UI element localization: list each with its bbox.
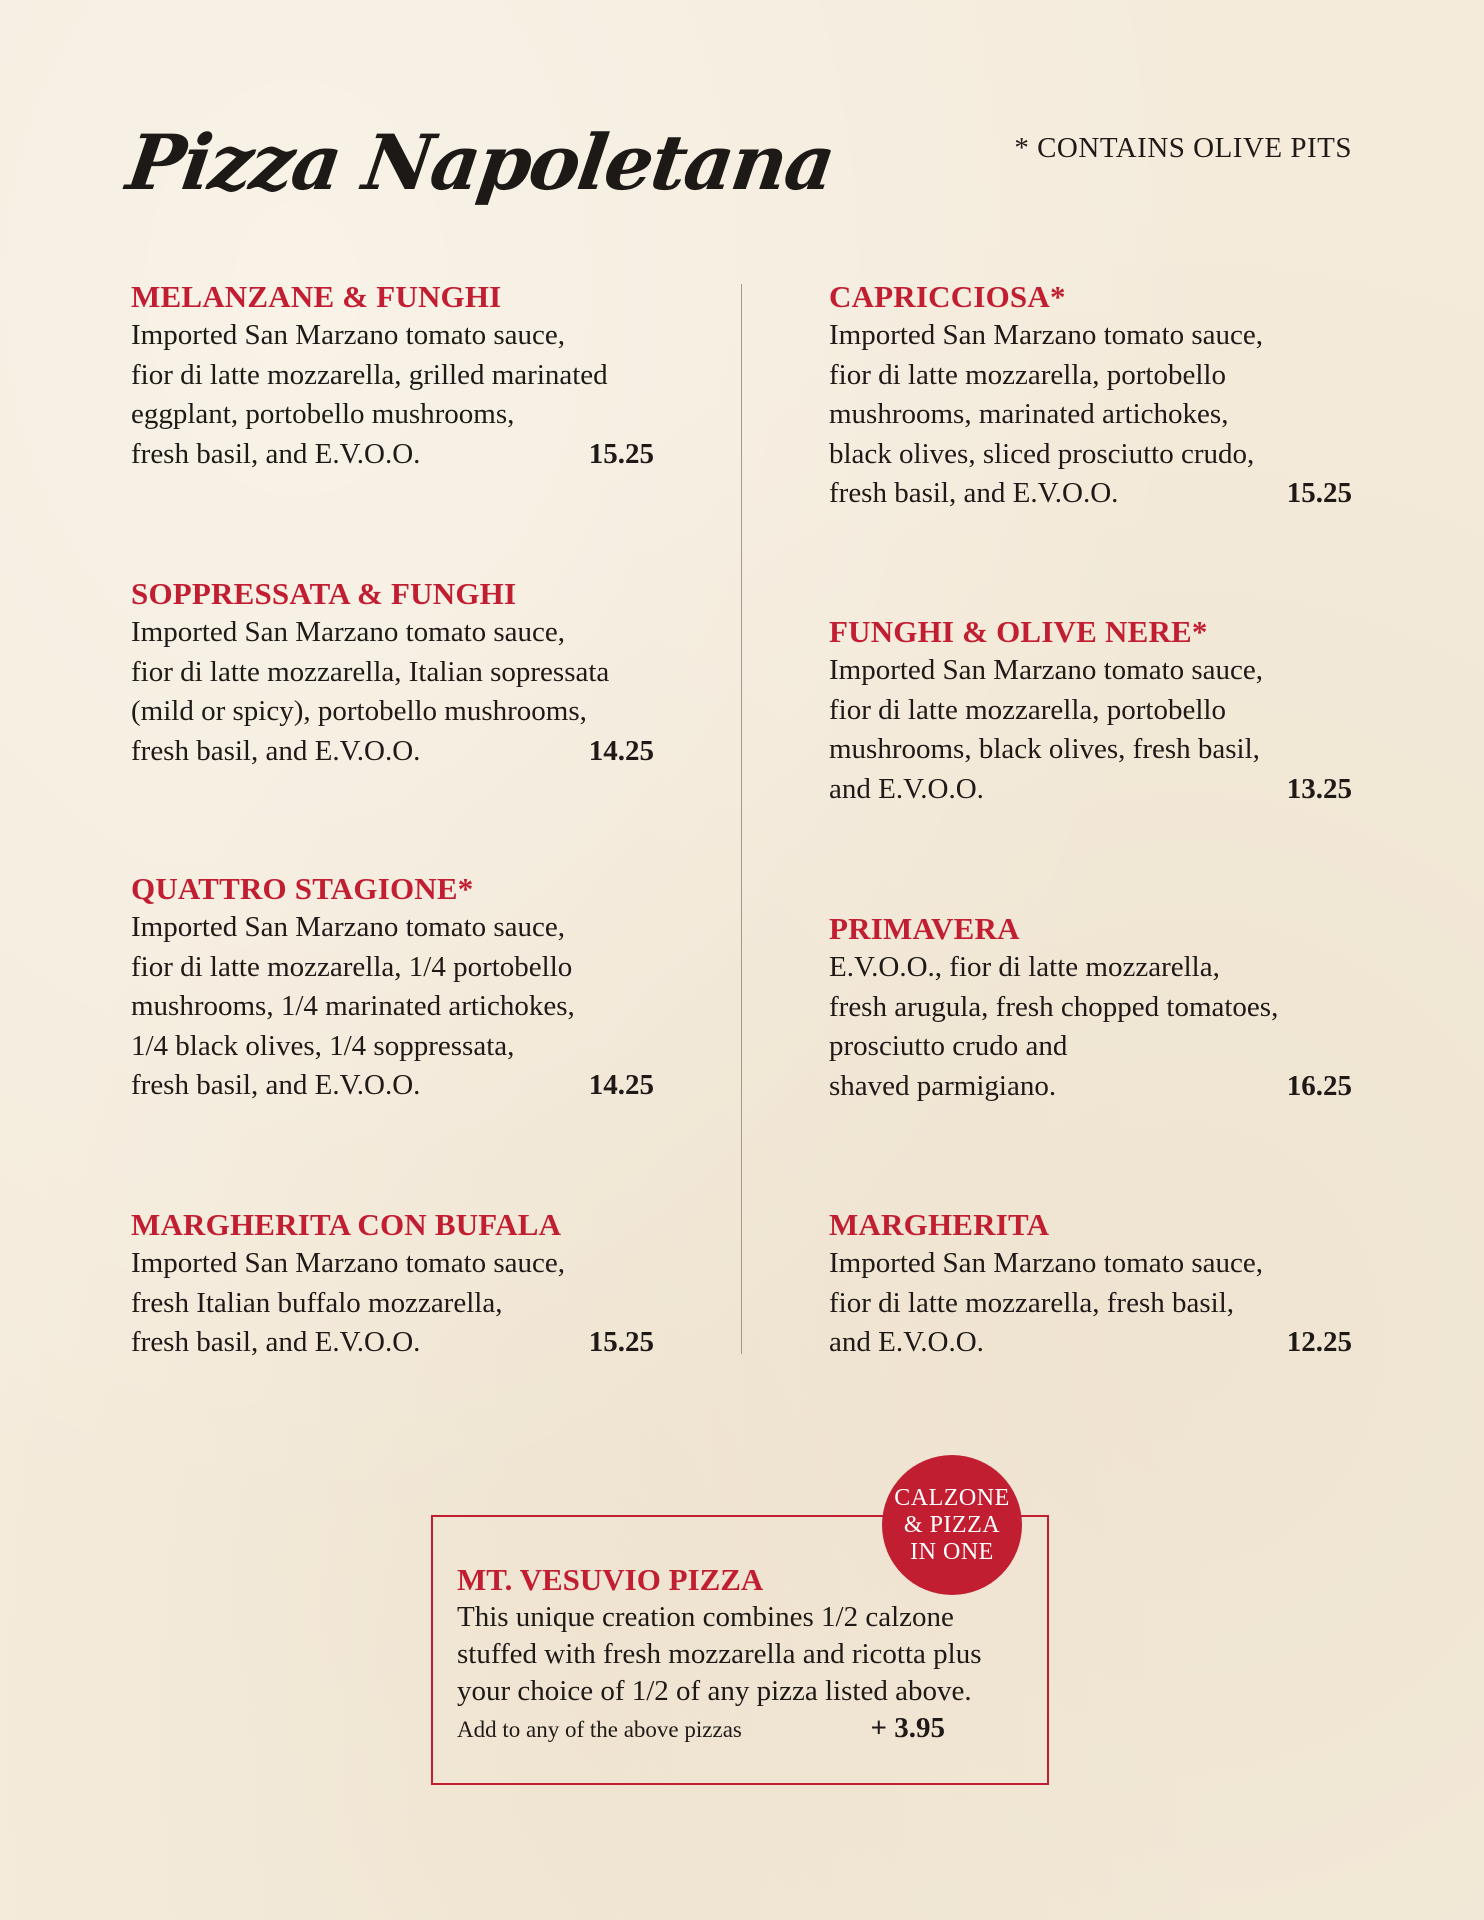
- item-desc-line: prosciutto crudo and: [829, 1030, 1068, 1062]
- menu-item-capricciosa: [829, 278, 1352, 514]
- item-last-line: [131, 732, 654, 772]
- item-last-line: [131, 1323, 654, 1363]
- olive-pits-note: * CONTAINS OLIVE PITS: [1014, 132, 1352, 164]
- item-name: MARGHERITA CON BUFALA: [131, 1207, 562, 1242]
- badge-line: IN ONE: [910, 1538, 994, 1565]
- item-desc-line: and E.V.O.O.: [829, 772, 984, 805]
- item-desc-line: Imported San Marzano tomato sauce,: [131, 616, 566, 648]
- item-desc-line: fresh arugula, fresh chopped tomatoes,: [829, 990, 1279, 1023]
- calzone-pizza-badge: [882, 1455, 1022, 1595]
- badge-line: & PIZZA: [903, 1511, 1001, 1538]
- item-last-line: [829, 770, 1352, 810]
- item-last-line: [829, 1323, 1352, 1363]
- vesuvio-desc-line: your choice of 1/2 of any pizza listed above.: [457, 1675, 972, 1707]
- item-desc-line: E.V.O.O., fior di latte mozzarella,: [829, 951, 1220, 983]
- item-desc-line: black olives, sliced prosciutto crudo,: [829, 437, 1255, 470]
- item-desc-line: mushrooms, 1/4 marinated artichokes,: [131, 990, 575, 1022]
- item-desc-line: (mild or spicy), portobello mushrooms,: [131, 695, 587, 727]
- vesuvio-desc-line: stuffed with fresh mozzarella and ricotta plus: [457, 1638, 982, 1670]
- item-price: 15.25: [1286, 477, 1352, 509]
- item-name: MARGHERITA: [829, 1207, 1050, 1242]
- item-price: 16.25: [1286, 1069, 1352, 1102]
- item-desc-line: 1/4 black olives, 1/4 soppressata,: [131, 1029, 515, 1062]
- item-desc-line: fior di latte mozzarella, grilled marinated: [131, 358, 608, 391]
- vesuvio-add-row: [457, 1712, 997, 1745]
- item-desc-line: Imported San Marzano tomato sauce,: [131, 1247, 566, 1279]
- item-last-line: [829, 474, 1352, 514]
- item-price: 15.25: [588, 1326, 654, 1358]
- item-desc-line: fresh basil, and E.V.O.O.: [829, 477, 1119, 509]
- page-title: Pizza Napoletana: [121, 118, 839, 207]
- item-desc-line: fior di latte mozzarella, fresh basil,: [829, 1286, 1235, 1319]
- item-desc-line: Imported San Marzano tomato sauce,: [829, 319, 1264, 351]
- vesuvio-desc-line: This unique creation combines 1/2 calzone: [457, 1601, 954, 1633]
- item-desc-line: fior di latte mozzarella, portobello: [829, 358, 1226, 391]
- menu-item-primavera: [829, 910, 1352, 1106]
- item-desc-line: fresh basil, and E.V.O.O.: [131, 734, 421, 767]
- item-desc-line: eggplant, portobello mushrooms,: [131, 398, 515, 430]
- vesuvio-content: [457, 1561, 997, 1745]
- menu-item-margherita-con-bufala: [131, 1206, 654, 1363]
- item-name: FUNGHI & OLIVE NERE*: [829, 614, 1208, 649]
- vesuvio-add-label: Add to any of the above pizzas: [457, 1717, 742, 1742]
- item-desc-line: fresh basil, and E.V.O.O.: [131, 437, 421, 470]
- item-name: QUATTRO STAGIONE*: [131, 871, 474, 906]
- item-desc-line: shaved parmigiano.: [829, 1069, 1057, 1102]
- item-desc-line: fresh basil, and E.V.O.O.: [131, 1326, 421, 1358]
- vesuvio-price: + 3.95: [870, 1712, 945, 1744]
- item-price: 12.25: [1286, 1326, 1352, 1358]
- item-price: 13.25: [1286, 772, 1352, 805]
- item-price: 15.25: [588, 437, 654, 470]
- badge-line: CALZONE: [894, 1484, 1010, 1511]
- item-desc-line: Imported San Marzano tomato sauce,: [131, 319, 566, 351]
- item-desc-line: and E.V.O.O.: [829, 1326, 984, 1358]
- item-name: SOPPRESSATA & FUNGHI: [131, 576, 517, 611]
- item-desc-line: mushrooms, black olives, fresh basil,: [829, 733, 1260, 765]
- item-desc-line: Imported San Marzano tomato sauce,: [829, 654, 1264, 686]
- item-desc-line: mushrooms, marinated artichokes,: [829, 398, 1229, 430]
- item-desc-line: fresh basil, and E.V.O.O.: [131, 1069, 421, 1101]
- menu-item-margherita: [829, 1206, 1352, 1363]
- item-desc-line: Imported San Marzano tomato sauce,: [131, 911, 566, 943]
- item-name: PRIMAVERA: [829, 911, 1020, 946]
- item-name: CAPRICCIOSA*: [829, 279, 1066, 314]
- item-desc-line: fresh Italian buffalo mozzarella,: [131, 1286, 503, 1319]
- item-desc-line: fior di latte mozzarella, portobello: [829, 693, 1226, 726]
- menu-item-quattro-stagione: [131, 870, 654, 1106]
- item-price: 14.25: [588, 734, 654, 767]
- item-last-line: [131, 1066, 654, 1106]
- item-name: MELANZANE & FUNGHI: [131, 279, 502, 314]
- item-desc-line: Imported San Marzano tomato sauce,: [829, 1247, 1264, 1279]
- vesuvio-name: MT. VESUVIO PIZZA: [457, 1562, 764, 1597]
- menu-item-soppressata-funghi: [131, 575, 654, 771]
- item-price: 14.25: [588, 1069, 654, 1101]
- item-last-line: [829, 1067, 1352, 1107]
- menu-item-melanzane-funghi: [131, 278, 654, 474]
- item-desc-line: fior di latte mozzarella, 1/4 portobello: [131, 950, 573, 983]
- item-desc-line: fior di latte mozzarella, Italian sopressata: [131, 655, 610, 688]
- menu-item-funghi-olive-nere: [829, 613, 1352, 809]
- column-divider: [741, 284, 742, 1354]
- item-last-line: [131, 435, 654, 475]
